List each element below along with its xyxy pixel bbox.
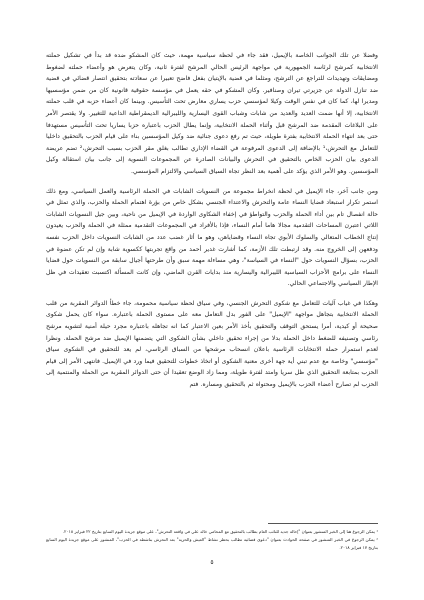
footnotes	[46, 528, 378, 551]
footnote: ¹ يمكن الرجوع هنا إلى الخبر المنشور بعنوان "إحالة جديد للنائب العام بطالب بالتحقيق مع المحامي خالد علي في واقعة التحرش"، على موقع جريدة اليوم السابع بتاريخ ٢٢ فبراير ٢٠١٨.	[62, 529, 378, 534]
footnote: ² يمكن الرجوع في الخبر المنشور في صفحة الحوادث بعنوان "دعوى قضائية تطالب بحظر نشاط "العيش والحرية" بعد التحرش بناشطة في الحزب"، المنشور على موقع جريدة اليوم السابع بتاريخ ١٧ فبراير ٢٠١٨.	[46, 536, 378, 550]
body-paragraph: وهكذا في غياب آليات للتعامل مع شكوى التحرش الجنسي، وفي سياق لحظة سياسية محمومة، جاء خطأ الدوائر المقربة من قلب الحملة الانتخابية بتجاهل مواجهة "الإيميل" على الفور بدل التعامل معه على مستوى الحملة باعتباره. سواء كان يحمل شكوى صحيحة أو كيدية، أمرا يستحق التوقف والتحقيق بأخذ الأمر بعين الاعتبار كما انه تجاهله باعتباره مجرد حيلة أمنية لتشويه مرشح رئاسي وتصنيفه للضغط داخل الحملة بدلا من إجراء تحقيق داخلي بشأن الشكوى التي يتضمنها الإيميل ضد مرشح الحملة. ونظرا لعدم استمرار حملة الانتخابات الرئاسية باعلان انسحاب مرشحها من السباق الرئاسي، لم يعد للتحقيق في الشكوى سياق "مؤسسي" وخاصة مع عدم تبني أية جهة أخرى معنية الشكوى أو اتخاذ خطوات للتحقيق فيما ورد في الإيميل. فانتهى الأمر إلى قيام الحزب بمتابعة التحقيق الذي ظل سريا وامتد لفترة طويلة، ومما زاد الوضع تعقيدا أن حتى الدوائر المقربة من الحملة والمنتمية إلى الحزب لم تصارح أعضاء الحزب بالإيميل ومحتواه ثم بالتحقيق ومساره. فتم	[46, 299, 378, 389]
page-number: ٥	[210, 559, 214, 566]
body-paragraph: ومن جانب آخر، جاء الإيميل في لحظة انخراط مجموعة من النسويات الشابات في الحملة الرئاسية والعمل السياسي، ومع ذلك استمر تكرار استبعاد قضايا النساء عامة والتحرش والاعتداء الجنسي بشكل خاص من بؤرة اهتمام الحملة والحزب، والذي تمثل في حالة انفصال تام بين أداء الحملة والحزب والتواطؤ في إخفاء الشكاوى الواردة في الإيميل من ناحية، وبين جيل النسويات الشابات اللاتي اعتبرن المساحات التقدمية مجالا هاما أمام النساء، فإذا بالأفراد في المجموعات التقدمية ممثلة في الحملة والحزب يعيدون إنتاج الخطاب المتعالي والسلوك الأبوي تجاه النساء وقضاياهن، وهو ما أثار غضب عدد من الشابات النسويات داخل الحزب نفسه ودفعهن إلى الخروج منه. وقد ارتبطت تلك الأزمة، كما أشارت غدير أحمد من واقع تجربتها ككسوية شابة وإن لم تكن عضوة في الحزب، بسؤال النسويات حول "النساء في السياسة"، وهي مساءلة مهمة سبق وأن طرحتها أجيال سابقة من النسويات حول قضايا النساء على برامج الأحزاب السياسية الليبرالية واليسارية منذ بدايات القرن الماضي، وإن كانت المسألة اكتسبت تعقيدات في ظل الإطار السياسي والاجتماعي الحالي.	[46, 187, 378, 288]
footnote-divider	[268, 523, 378, 524]
body-paragraph: وفضلا عن تلك الجوانب الخاصة بالإيميل، فقد جاء في لحظة سياسية مهمة، حيث كان المشكو ضده قد بدأ في تشكيل حملته الانتخابية كمرشح لرئاسة الجمهورية في مواجهة الرئيس الحالي المرشح لفترة ثانية، وكان يتعرض هو وأعضاء حملته لضغوط ومضايقات وتهديدات للتراجع عن الترشح، ومثلما في قضية بالإيتيان بفعل فاضح تعبيرا عن سعادته بتحقيق انتصار قضائي في قضية ضد تنازل الدولة عن جزيرتي تيران وصنافير. وكان المشكو في حقه يعمل في مؤسسة حقوقية قانونية كان من ضمن مؤسسيها ومديرا لها، كما كان في نفس الوقت وكيلا لمؤسسي حزب يساري معارض تحت التأسيس. وبينما كان أعضاء حزبه في قلب حملته الانتخابية، إلا أنها ضمت العديد والعديد من شابات وشباب القوى اليسارية والليبرالية الديمقراطية الداعية للتغيير. ولا يقتصر الأمر على البلاغات المقدمة ضد المرشح قبل وأثناء الحملة الانتخابية، وإنما يطال الحزب باعتباره حزبا يساريا تحت التأسيس مستهدفا حتى بعد انتهاء الحملة الانتخابية بفترة طويلة، حيث تم رفع دعوى جنائية ضد وكيل المؤسسين بناء على قيام الحزب بالتحقيق داخليا للتعامل مع التحرش،¹ بالإضافة إلى الدعوى المرفوعة في القضاء الإداري تطالب بغلق مقر الحزب بسبب التحرش،² تضم عريضة الدعوى بيان الحزب الخاص بالتحقيق في التحرش والبيانات الصادرة عن المجموعات النسوية إلى جانب بيان استقالة وكيل المؤسسين. وهو الأمر الذي يؤكد على أهمية بعد النظر تجاه السياق السياسي والالتزام المؤسسي.	[46, 52, 378, 175]
